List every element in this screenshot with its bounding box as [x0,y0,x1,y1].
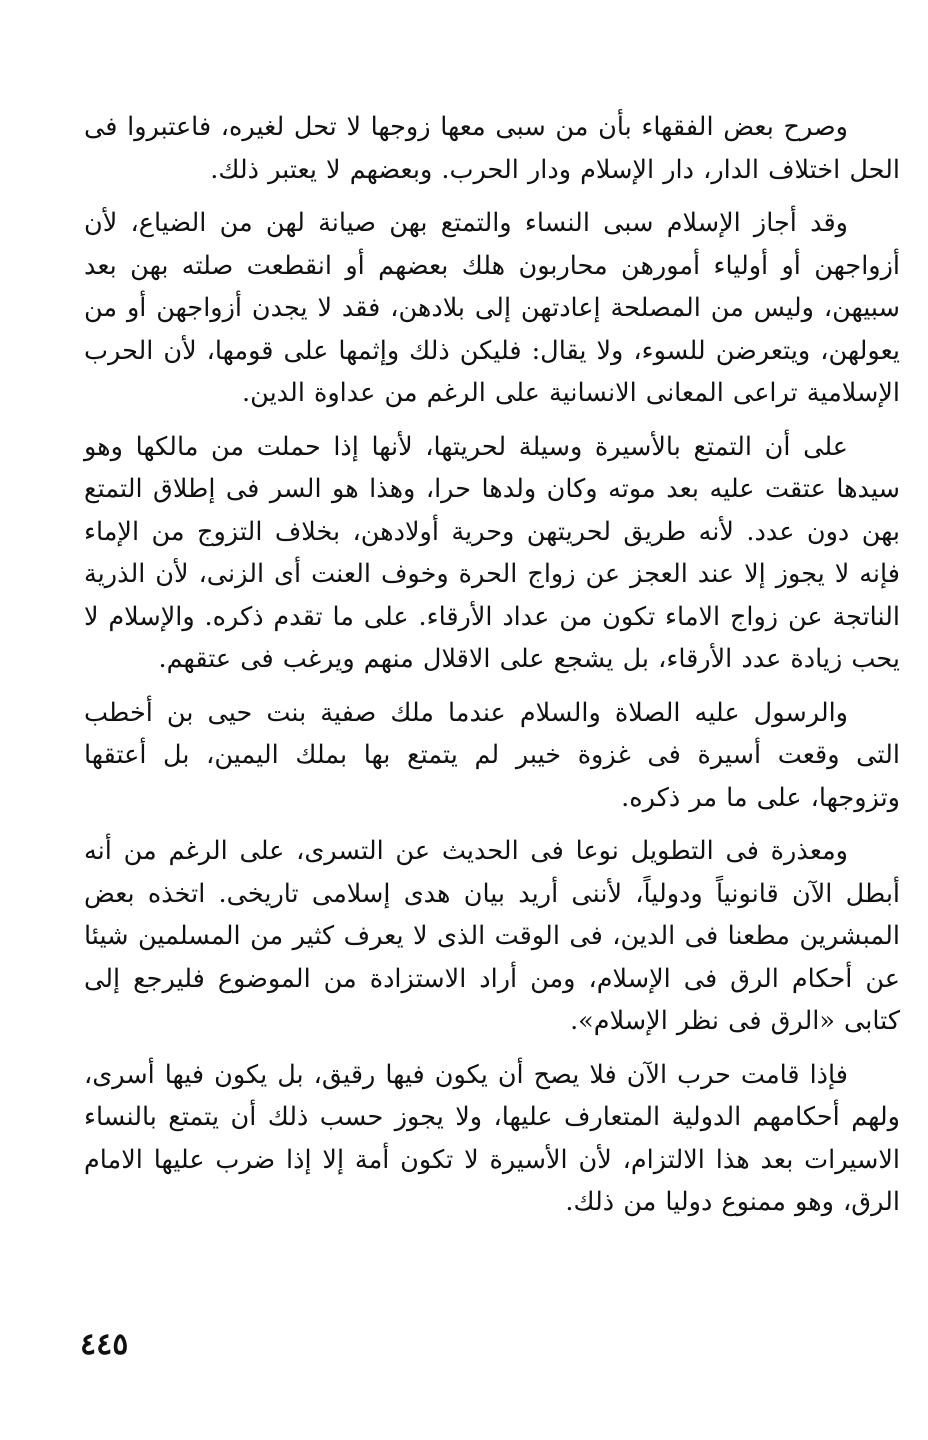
paragraph-1: وصرح بعض الفقهاء بأن من سبى معها زوجها لا تحل لغيره، فاعتبروا فى الحل اختلاف الدار، دار الإسلام ودار الحرب. وبعضهم لا يعتبر ذلك. [84,112,900,185]
paragraph-2: وقد أجاز الإسلام سبى النساء والتمتع بهن صيانة لهن من الضياع، لأن أزواجهن أو أولياء أمورهن محاربون هلك بعضهم أو انقطعت صلته بهن بعد سبيهن، وليس من المصلحة إعادتهن إلى بلادهن، فقد لا يجدن أزواجهن أو من يعولهن، ويتعرضن للسوء، ولا يقال: فليكن ذلك وإثمها على قومها، لأن الحرب الإسلامية تراعى المعانى الانسانية على الرغم من عداوة الدين. [84,208,900,408]
paragraph-5: ومعذرة فى التطويل نوعا فى الحديث عن التسرى، على الرغم من أنه أبطل الآن قانونياً ودولياً، لأننى أريد بيان هدى إسلامى تاريخى. اتخذه بعض المبشرين مطعنا فى الدين، فى الوقت الذى لا يعرف كثير من المسلمين شيئا عن أحكام الرق فى الإسلام، ومن أراد الاستزادة من الموضوع فليرجع إلى كتابى «الرق فى نظر الإسلام». [84,836,900,1036]
page-number: ٤٤٥ [80,1327,129,1362]
paragraph-4: والرسول عليه الصلاة والسلام عندما ملك صفية بنت حيى بن أخطب التى وقعت أسيرة فى غزوة خيبر لم يتمتع بها بملك اليمين، بل أعتقها وتزوجها، على ما مر ذكره. [84,697,900,813]
paragraph-3: على أن التمتع بالأسيرة وسيلة لحريتها، لأنها إذا حملت من مالكها وهو سيدها عتقت عليه بعد موته وكان ولدها حرا، وهذا هو السر فى إطلاق التمتع بهن دون عدد. لأنه طريق لحريتهن وحرية أولادهن، بخلاف التزوج من الإماء فإنه لا يجوز إلا عند العجز عن زواج الحرة وخوف العنت أى الزنى، لأن الذرية الناتجة عن زواج الاماء تكون من عداد الأرقاء. على ما تقدم ذكره. والإسلام لا يحب زيادة عدد الأرقاء، بل يشجع على الاقلال منهم ويرغب فى عتقهم. [84,431,900,674]
body-text [84,106,900,1224]
paragraph-6: فإذا قامت حرب الآن فلا يصح أن يكون فيها رقيق، بل يكون فيها أسرى، ولهم أحكامهم الدولية المتعارف عليها، ولا يجوز حسب ذلك أن يتمتع بالنساء الاسيرات بعد هذا الالتزام، لأن الأسيرة لا تكون أمة إلا إذا ضرب عليها الامام الرق، وهو ممنوع دوليا من ذلك. [84,1059,900,1217]
